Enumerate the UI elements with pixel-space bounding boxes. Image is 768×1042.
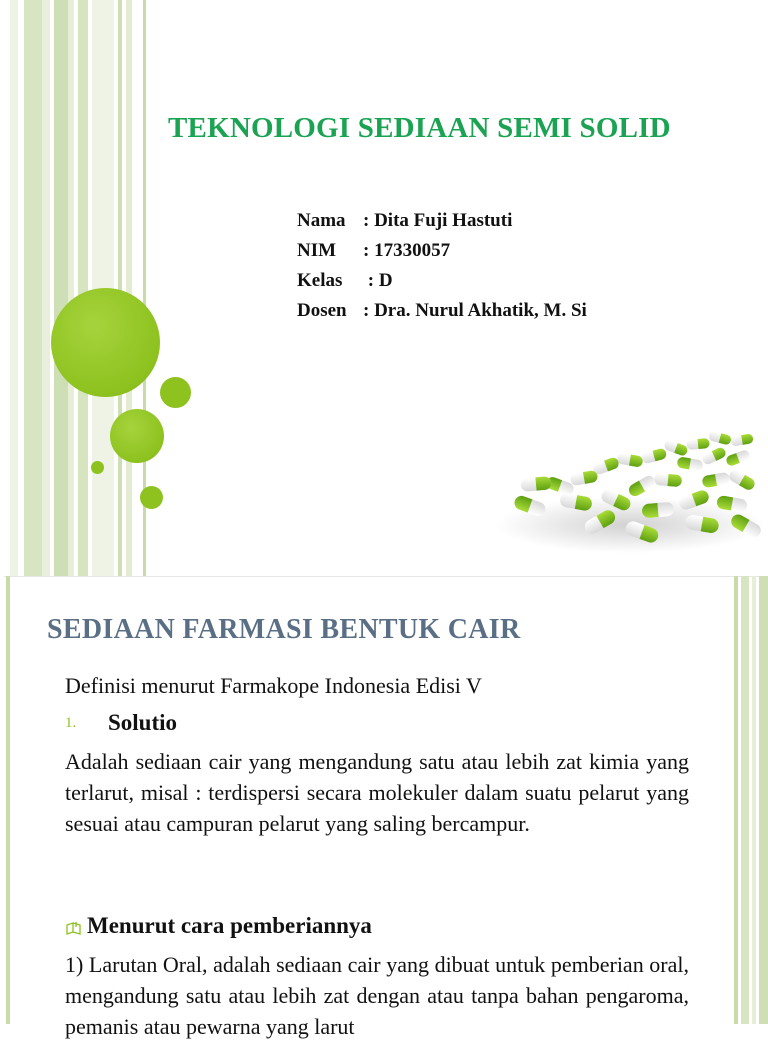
paragraph: 1) Larutan Oral, adalah sediaan cair yang dibuat untuk pemberian oral, mengandung satu atau lebih zat dengan atau tanpa bahan pengaroma, pemanis atau pewarna yang larut (65, 952, 689, 1039)
book-bullet-icon (65, 912, 87, 944)
info-key: Nama (297, 210, 346, 231)
capsules-image (480, 340, 758, 572)
decor-circle-tiny (91, 461, 104, 474)
info-key: Kelas (297, 270, 343, 291)
paragraph: Adalah sediaan cair yang mengandung satu atau lebih zat kimia yang terlarut, misal : terdispersi secara molekuler dalam suatu pelarut yang sesuai atau campuran pelarut yang saling bercampur. (65, 749, 689, 836)
slide-border (0, 576, 768, 577)
info-row-kelas (297, 266, 587, 296)
info-row-nim (297, 236, 587, 266)
decor-stripe (24, 0, 42, 576)
decor-circle-small (140, 486, 163, 509)
info-key: Dosen (297, 300, 347, 321)
decor-stripe (10, 0, 18, 576)
info-value: : 17330057 (363, 240, 451, 261)
decor-stripe (118, 0, 122, 576)
info-value: : Dra. Nurul Akhatik, M. Si (363, 300, 587, 321)
decor-stripe (78, 0, 88, 576)
definition-text: Definisi menurut Farmakope Indonesia Edisi V (65, 673, 482, 698)
decor-stripe (68, 0, 74, 576)
list-label: Solutio (108, 710, 178, 735)
info-row-nama (297, 206, 587, 236)
decor-stripe (126, 0, 132, 576)
bullet-item (65, 910, 689, 942)
decor-circle-small (160, 377, 191, 408)
decor-stripe (734, 576, 738, 1024)
decor-stripe (759, 576, 768, 1024)
decor-circle-medium (110, 409, 164, 463)
info-row-dosen (297, 296, 587, 326)
decor-stripe (752, 576, 756, 1024)
decor-stripe (42, 0, 50, 576)
info-value: : D (363, 270, 393, 291)
list-number: 1. (65, 715, 77, 731)
info-value: : Dita Fuji Hastuti (363, 210, 513, 231)
decor-circle-large (51, 288, 160, 397)
decor-stripe (6, 576, 10, 1024)
info-key: NIM (297, 240, 337, 261)
content-slide (0, 576, 768, 1039)
decor-stripe (0, 576, 4, 1024)
slide-title: TEKNOLOGI SEDIAAN SEMI SOLID (168, 112, 671, 144)
slide-heading: SEDIAAN FARMASI BENTUK CAIR (47, 614, 521, 645)
decor-stripe (741, 576, 749, 1024)
bullet-label: Menurut cara pemberiannya (87, 913, 372, 938)
decor-stripe (54, 0, 68, 576)
numbered-item (65, 708, 689, 738)
student-info (297, 206, 587, 326)
